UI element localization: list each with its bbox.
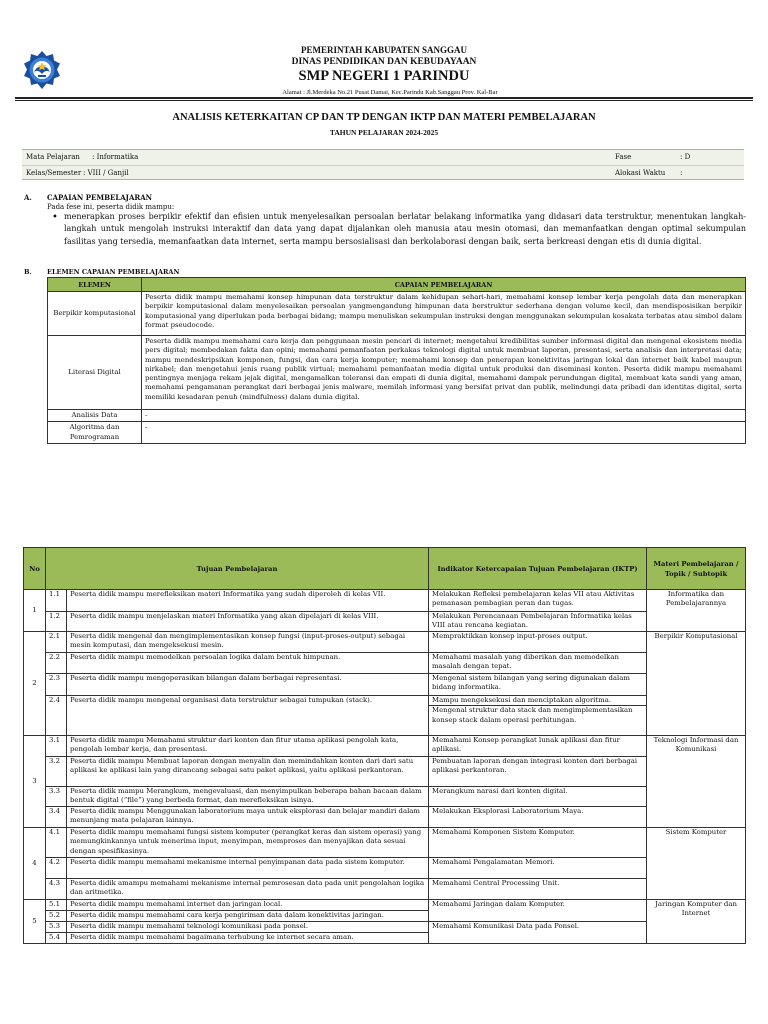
- time-allocation-value: :: [680, 169, 683, 177]
- objectives-table-header: [24, 548, 746, 590]
- table-row: [48, 422, 746, 444]
- capaian-cell: -: [142, 422, 746, 444]
- objective-text: Peserta didik mampu memahami mekanisme internal penyimpanan data pada sistem komputer.: [67, 858, 429, 879]
- objective-text: Peserta didik mampu memahami fungsi sistem komputer (perangkat keras dan sistem operasi) yang memungkinkannya untuk menerima input, menyimpan, memproses dan menyajikan data sesuai dengan spesifikasinya.: [67, 828, 429, 858]
- elemen-cell: Algoritma dan Pemrograman: [48, 422, 142, 444]
- objective-text: Peserta didik amampu memahami mekanisme internal pemrosesan data pada unit pengolahan logika dan aritmetika.: [67, 879, 429, 900]
- objective-text: Peserta didik mampu mengenal organisasi data terstruktur sebagai tumpukan (stack).: [67, 696, 429, 736]
- material-topic: Sistem Komputer: [647, 828, 746, 900]
- subject-label: Mata Pelajaran: [26, 153, 80, 161]
- section-a-bullet-text: menerapkan proses berpikir efektif dan efisien untuk menyelesaikan persoalan berlatar belakang informatika yang didasari data terstruktur, menentukan langkah-langkah untuk mengolah instruksi interaktif dan data yang dapat dijalankan oleh manusia atau mesin otomasi, dan memanfaatkan dengan optimal sekumpulan fasilitas yang tersedia, memanfaatkan data internet, serta mampu bersosialisasi dan berkolaborasi dengan baik, serta berkreasi dengan etis di dunia digital.: [64, 212, 746, 246]
- objective-text: Peserta didik mampu Menggunakan laboratorium maya untuk eksplorasi dan belajar mandiri dalam menunjang mata pelajaran lainnya.: [67, 807, 429, 828]
- objective-text: Peserta didik mengenal dan mengimplementasikan konsep fungsi (input-proses-output) sebagai mesin komputasi, dan mengeksekusi mesin.: [67, 632, 429, 653]
- objective-number: 3.2: [46, 757, 67, 787]
- elemen-cell: Literasi Digital: [48, 336, 142, 410]
- elemen-cell: Berpikir komputasional: [48, 292, 142, 336]
- objective-text: Peserta didik mampu menjelaskan materi Informatika yang akan dipelajari di kelas VIII.: [67, 612, 429, 632]
- group-number: 3: [24, 736, 46, 828]
- class-value: : VIII / Ganjil: [83, 169, 129, 177]
- objective-number: 3.1: [46, 736, 67, 757]
- class-label: Kelas/Semester: [26, 169, 82, 177]
- capaian-cell: Peserta didik mampu memahami konsep himpunan data terstruktur dalam kehidupan sehari-hari, memahami konsep lembar kerja pengolah data dan menerapkan berpikir komputasional dalam menyelesaikan persoalan yangmengandung himpunan data berstruktur sederhana dengan volume kecil, dan mendisposisikan berpikir komputasional yang diperlukan pada berbagai bidang; mampu menuliskan sekumpulan instruksi dengan menggunakan sekumpulan kosakata terbatas atau simbol dalam format pseudocode.: [142, 292, 746, 336]
- table-row: [24, 787, 746, 807]
- table-row: [24, 736, 746, 757]
- section-a-intro: Pada fese ini, peserta didik mampu:: [47, 203, 175, 211]
- document-subtitle: TAHUN PELAJARAN 2024-2025: [329, 128, 439, 137]
- capaian-cell: Peserta didik mampu memahami cara kerja dan penggunaan mesin pencari di internet; mengetahui kredibilitas sumber informasi digital dan mengenal ekosistem media pers digital; membedakan fakta dan opini; memahami pemanfaatan perkakas teknologi digital untuk membuat laporan, presentasi, serta analisis dan interpretasi data; mampu mendeskripsikan komponen, fungsi, dan cara kerja komputer; memahami konsep dan penerapan konektivitas jaringan lokal dan internet baik kabel maupun nirkabel; dan mengetahui jenis ruang publik virtual; memahami pemanfaatan media digital untuk produksi dan diseminasi konten. Peserta didik mampu memahami pentingnya menjaga rekam jejak digital, mengamalkan toleransi dan empati di dunia digital, memahami dampak perundungan digital, membuat kata sandi yang aman, memahami pengamanan perangkat dari berbagai jenis malware, memilah informasi yang bersifat privat dan publik, melindungi data pribadi dan identitas digital, serta memiliki kesadaran penuh (mindfulness) dalam dunia digital.: [142, 336, 746, 410]
- objective-text: Peserta didik mampu memahami internet dan jaringan local.: [67, 900, 429, 911]
- objective-text: Peserta didik mampu merefleksikan materi Informatika yang sudah diperoleh di kelas VII.: [67, 590, 429, 612]
- column-header-materi: Materi Pembelajaran / Topik / Subtopik: [647, 548, 746, 590]
- objective-number: 3.4: [46, 807, 67, 828]
- table-row: [24, 879, 746, 900]
- column-header-elemen: ELEMEN: [48, 278, 142, 292]
- elemen-cell: Analisis Data: [48, 410, 142, 422]
- indicator-text: Memahami Komunikasi Data pada Ponsel.: [429, 922, 647, 944]
- objective-number: 2.2: [46, 653, 67, 674]
- section-a-letter: A.: [24, 193, 32, 202]
- objective-text: Peserta didik mampu Merangkum, mengevaluasi, dan menyimpulkan beberapa bahan bacaan dalam bentuk digital (“file”) yang berbeda format, dan merefleksikan isinya.: [67, 787, 429, 807]
- indicator-text: Melakukan Eksplorasi Laboratorium Maya.: [429, 807, 647, 828]
- material-topic: Informatika dan Pembelajarannya: [647, 590, 746, 632]
- phase-value: : D: [680, 153, 691, 161]
- table-row: [24, 807, 746, 828]
- info-row-1: [22, 150, 744, 165]
- objective-text: Peserta didik mampu memahami teknologi komunikasi pada ponsel.: [67, 922, 429, 933]
- header-address: Alamat : Jl.Merdeka No.21 Pusat Damai, Kec.Parindu Kab.Sanggau Prov. Kal-Bar: [282, 89, 498, 96]
- indicator-text: Memahami masalah yang diberikan dan memodelkan masalah dengan tepat.: [429, 653, 647, 674]
- table-row: [48, 410, 746, 422]
- objective-number: 5.3: [46, 922, 67, 933]
- subject-value: : Informatika: [92, 153, 139, 161]
- objective-number: 2.1: [46, 632, 67, 653]
- indicator-text: Memahami Jaringan dalam Komputer.: [429, 900, 647, 922]
- table-row: [24, 922, 746, 933]
- objective-number: 4.3: [46, 879, 67, 900]
- objective-number: 2.3: [46, 674, 67, 696]
- objective-text: Peserta didik mampu memahami bagaimana terhubung ke internet secara aman.: [67, 933, 429, 944]
- column-header-no: No: [24, 548, 46, 590]
- indicator-text: Mengenal sistem bilangan yang sering digunakan dalam bidang informatika.: [429, 674, 647, 696]
- phase-label: Fase: [615, 153, 632, 161]
- column-header-capaian: CAPAIAN PEMBELAJARAN: [142, 278, 746, 292]
- section-b-title: ELEMEN CAPAIAN PEMBELAJARAN: [47, 268, 180, 276]
- table-row: [48, 292, 746, 336]
- group-number: 1: [24, 590, 46, 632]
- objective-text: Peserta didik mampu mengoperasikan bilangan dalam berbagai representasi.: [67, 674, 429, 696]
- learning-objectives-table: [23, 547, 746, 944]
- indicator-text: Memahami Komponen Sistem Komputer.: [429, 828, 647, 858]
- table-row: [24, 828, 746, 858]
- objective-number: 2.4: [46, 696, 67, 736]
- column-header-iktp: Indikator Ketercapaian Tujuan Pembelajaran (IKTP): [429, 548, 647, 590]
- objective-number: 1.2: [46, 612, 67, 632]
- indicator-text-a: Mampu mengeksekusi dan menciptakan algoritma.: [429, 696, 646, 706]
- table-row: [24, 858, 746, 879]
- group-number: 2: [24, 632, 46, 736]
- indicator-text: Mempraktikkan konsep input-proses output.: [429, 632, 647, 653]
- section-b-letter: B.: [24, 268, 32, 276]
- indicator-text: Pembuatan laporan dengan integrasi konten dari berbagai aplikasi perkantoran.: [429, 757, 647, 787]
- capaian-cell: -: [142, 410, 746, 422]
- bullet-icon: •: [52, 212, 58, 223]
- material-topic: Berpikir Komputasional: [647, 632, 746, 736]
- header-divider-thin: [15, 100, 753, 101]
- indicator-text: [429, 696, 647, 736]
- indicator-text: Merangkum narasi dari konten digital.: [429, 787, 647, 807]
- table-row: [24, 900, 746, 911]
- indicator-text: Melakukan Refleksi pembelajaran kelas VII atau Aktivitas pemanasan pembagian peran dan tugas.: [429, 590, 647, 612]
- objective-number: 5.2: [46, 911, 67, 922]
- header-school-name: SMP NEGERI 1 PARINDU: [298, 68, 470, 84]
- section-a-title: CAPAIAN PEMBELAJARAN: [47, 193, 153, 202]
- table-row: [24, 653, 746, 674]
- material-topic: Jaringan Komputer dan Internet: [647, 900, 746, 944]
- table-row: [24, 590, 746, 612]
- column-header-tujuan: Tujuan Pembelajaran: [46, 548, 429, 590]
- objective-number: 5.4: [46, 933, 67, 944]
- indicator-text-b: Mengenal struktur data stack dan mengimplementasikan konsep stack dalam operasi perhitungan.: [432, 706, 633, 724]
- table-row: [24, 612, 746, 632]
- info-row-2: [22, 165, 744, 180]
- objective-number: 1.1: [46, 590, 67, 612]
- subject-info-box: [22, 149, 744, 180]
- objective-text: Peserta didik mampu Membuat laporan dengan menyalin dan memindahkan konten dari dari satu aplikasi ke aplikasi lain yang dirancang sebagai satu paket aplikasi, yaitu aplikasi perkantoran.: [67, 757, 429, 787]
- time-allocation-label: Alokasi Waktu: [615, 169, 666, 177]
- elements-table: [47, 277, 746, 444]
- document-title: ANALISIS KETERKAITAN CP DAN TP DENGAN IKTP DAN MATERI PEMBELAJARAN: [172, 112, 596, 123]
- header-divider: [15, 97, 753, 99]
- indicator-text: Memahami Konsep perangkat lunak aplikasi dan fitur aplikasi.: [429, 736, 647, 757]
- objective-text: Peserta didik mampu memahami cara kerja pengiriman data dalam konektivitas jaringan.: [67, 911, 429, 922]
- table-row: [24, 757, 746, 787]
- indicator-text: Memahami Pengalamatan Memori.: [429, 858, 647, 879]
- objective-number: 4.1: [46, 828, 67, 858]
- elements-table-header: [48, 278, 746, 292]
- header-government: PEMERINTAH KABUPATEN SANGGAU: [300, 45, 467, 55]
- objective-number: 3.3: [46, 787, 67, 807]
- table-row: [24, 674, 746, 696]
- material-topic: Teknologi Informasi dan Komunikasi: [647, 736, 746, 828]
- objective-number: 5.1: [46, 900, 67, 911]
- group-number: 4: [24, 828, 46, 900]
- group-number: 5: [24, 900, 46, 944]
- table-row: [24, 632, 746, 653]
- objective-text: Peserta didik mampu Memahami struktur dari konten dan fitur utama aplikasi pengolah kata, pengolah lembar kerja, dan presentasi.: [67, 736, 429, 757]
- table-row: [24, 696, 746, 736]
- indicator-text: Melakukan Perencanaan Pembelajaran Informatika kelas VIII atau rencana kegiatan.: [429, 612, 647, 632]
- table-row: [48, 336, 746, 410]
- objective-number: 4.2: [46, 858, 67, 879]
- objective-text: Peserta didik mampu memodelkan persoalan logika dalam bentuk himpunan.: [67, 653, 429, 674]
- header-department: DINAS PENDIDIKAN DAN KEBUDAYAAN: [291, 57, 477, 67]
- indicator-text: Memahami Central Processing Unit.: [429, 879, 647, 900]
